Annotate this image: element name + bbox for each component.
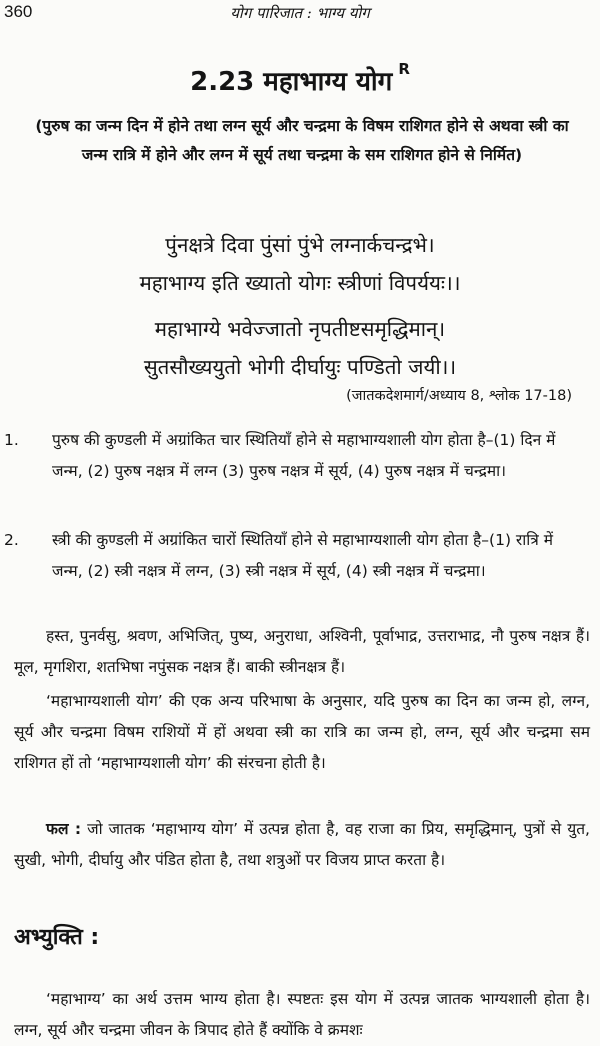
list-number: 1.: [4, 431, 19, 449]
comment-heading: अभ्युक्ति :: [14, 925, 100, 950]
list-item: [4, 525, 588, 586]
page-number: 360: [4, 2, 33, 21]
list-item: [4, 425, 588, 486]
definition-paragraph: ‘महाभाग्यशाली योग’ की एक अन्य परिभाषा के अनुसार, यदि पुरुष का दिन का जन्म हो, लग्न, सूर्य और चन्द्रमा विषम राशियों में हों अथवा स्त्री का रात्रि का जन्म हो, लग्न, सूर्य और चन्द्रमा सम राशिगत हों तो ‘महाभाग्यशाली योग’ की संरचना होती है।: [14, 692, 590, 772]
list-number: 2.: [4, 531, 19, 549]
verse-line: महाभाग्य इति ख्यातो योगः स्त्रीणां विपर्ययः।।: [139, 271, 461, 295]
list-text: पुरुष की कुण्डली में अग्रांकित चार स्थितियाँ होने से महाभाग्यशाली योग होता है–(1) दिन में जन्म, (2) पुरुष नक्षत्र में लग्न (3) पुरुष नक्षत्र में सूर्य, (4) पुरुष नक्षत्र में चन्द्रमा।: [52, 431, 556, 480]
verse-line: महाभाग्ये भवेज्जातो नृपतीष्टसमृद्धिमान्।: [154, 317, 446, 341]
verse-citation: (जातकदेशमार्ग/अध्याय 8, श्लोक 17-18): [346, 388, 572, 404]
section-subtitle: (पुरुष का जन्म दिन में होने तथा लग्न सूर्य और चन्द्रमा के विषम राशिगत होने से अथवा स्त्री का जन्म रात्रि में होने और लग्न में सूर्य तथा चन्द्रमा के सम राशिगत होने से निर्मित): [35, 117, 569, 164]
result-paragraph: [14, 814, 590, 876]
result-text: जो जातक ‘महाभाग्य योग’ में उत्पन्न होता है, वह राजा का प्रिय, समृद्धिमान्, पुत्रों से युत, सुखी, भोगी, दीर्घायु और पंडित होता है, तथा शत्रुओं पर विजय प्राप्त करता है।: [14, 820, 590, 869]
verse-block: [0, 226, 600, 302]
verse-line: सुतसौख्ययुतो भोगी दीर्घायुः पण्डितो जयी।।: [143, 355, 457, 379]
comment-paragraph: ‘महाभाग्य’ का अर्थ उत्तम भाग्य होता है। स्पष्टतः इस योग में उत्पन्न जातक भाग्यशाली होता है। लग्न, सूर्य और चन्द्रमा जीवन के त्रिपाद होते हैं क्योंकि वे क्रमशः: [14, 990, 590, 1039]
verse-line: पुंनक्षत्रे दिवा पुंसां पुंभे लग्नार्कचन्द्रभे।: [165, 233, 435, 257]
result-label: फल :: [46, 820, 82, 838]
verse-block: [0, 310, 600, 386]
nakshatra-paragraph: हस्त, पुनर्वसु, श्रवण, अभिजित्, पुष्य, अनुराधा, अश्विनी, पूर्वाभाद्र, उत्तराभाद्र, नौ पुरुष नक्षत्र हैं। मूल, मृगशिरा, शतभिषा नपुंसक नक्षत्र हैं। बाकी स्त्रीनक्षत्र हैं।: [14, 627, 590, 676]
section-title-text: 2.23 महाभाग्य योग: [190, 67, 393, 97]
title-mark: R: [398, 60, 410, 78]
section-title: [0, 62, 600, 98]
running-title: योग पारिजात : भाग्य योग: [230, 4, 370, 22]
list-text: स्त्री की कुण्डली में अग्रांकित चारों स्थितियाँ होने से महाभाग्यशाली योग होता है–(1) रात्रि में जन्म, (2) स्त्री नक्षत्र में लग्न, (3) स्त्री नक्षत्र में सूर्य, (4) स्त्री नक्षत्र में चन्द्रमा।: [52, 531, 554, 580]
